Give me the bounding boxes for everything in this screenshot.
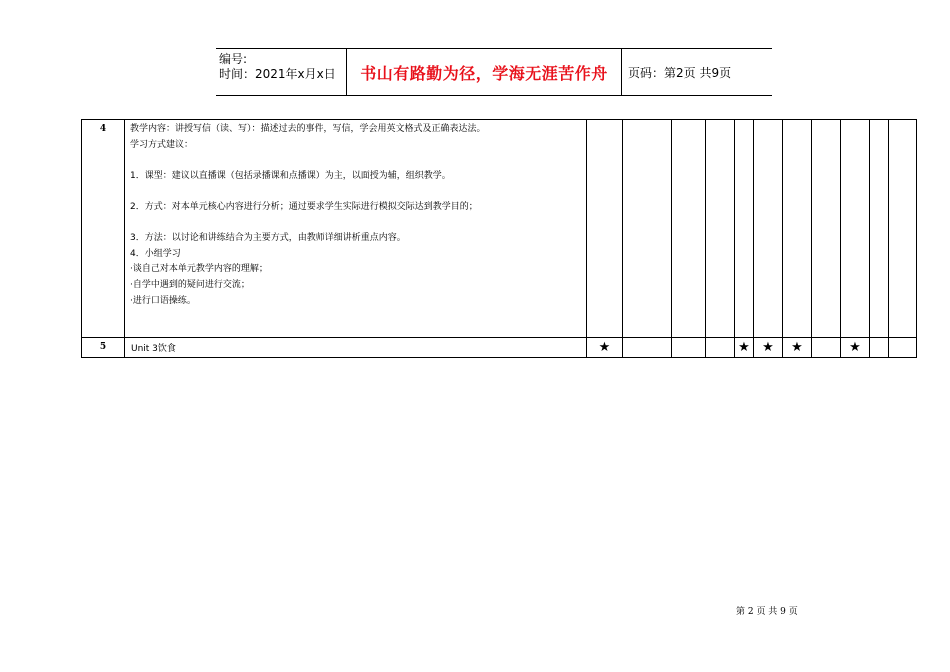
content-gap xyxy=(130,184,586,200)
time-label: 时间：2021年x月x日 xyxy=(219,67,336,81)
page-header xyxy=(216,48,772,96)
header-meta xyxy=(216,49,347,95)
content-line: ·谈自己对本单元教学内容的理解； xyxy=(130,264,268,275)
row-number: 5 xyxy=(82,338,125,358)
table-row xyxy=(82,120,917,338)
mark-cell: ★ xyxy=(783,338,812,358)
mark-cell xyxy=(587,120,623,338)
mark-cell xyxy=(735,120,754,338)
content-line: 2．方式：对本单元核心内容进行分析；通过要求学生实际进行模拟交际达到教学目的； xyxy=(130,201,478,212)
content-line: 学习方式建议： xyxy=(130,139,194,150)
content-line: 4．小组学习 xyxy=(130,248,181,259)
content-gap xyxy=(130,216,586,232)
content-line: ·进行口语操练。 xyxy=(130,295,196,306)
row-content xyxy=(125,120,587,338)
content-line: 教学内容：讲授写信（读、写）：描述过去的事件，写信，学会用英文格式及正确表达法。 xyxy=(130,124,486,134)
mark-cell xyxy=(870,120,889,338)
mark-cell xyxy=(812,338,841,358)
mark-cell xyxy=(623,120,672,338)
mark-cell xyxy=(841,120,870,338)
content-line: 3．方法：以讨论和讲练结合为主要方式，由教师详细讲析重点内容。 xyxy=(130,233,406,244)
mark-cell xyxy=(889,120,917,338)
page-footer: 第 2 页 共 9 页 xyxy=(736,607,798,617)
mark-cell xyxy=(623,338,672,358)
serial-label: 编号: xyxy=(219,52,248,66)
content-gap xyxy=(130,153,586,169)
mark-cell xyxy=(754,120,783,338)
course-table xyxy=(81,119,917,358)
mark-cell: ★ xyxy=(735,338,754,358)
mark-cell xyxy=(889,338,917,358)
mark-cell xyxy=(706,338,735,358)
mark-cell: ★ xyxy=(587,338,623,358)
mark-cell xyxy=(672,338,706,358)
mark-cell xyxy=(812,120,841,338)
mark-cell xyxy=(706,120,735,338)
row-number: 4 xyxy=(82,120,125,338)
mark-cell xyxy=(870,338,889,358)
header-page-info: 页码：第2页 共9页 xyxy=(628,65,732,80)
mark-cell: ★ xyxy=(841,338,870,358)
content-line: 1．课型：建议以直播课（包括录播课和点播课）为主，以面授为辅，组织教学。 xyxy=(130,170,451,181)
table-row xyxy=(82,338,917,358)
mark-cell xyxy=(672,120,706,338)
header-motto: 书山有路勤为径，学海无涯苦作舟 xyxy=(347,49,622,95)
mark-cell xyxy=(783,120,812,338)
mark-cell: ★ xyxy=(754,338,783,358)
row-unit-title: Unit 3饮食 xyxy=(125,338,587,358)
content-line: ·自学中遇到的疑问进行交流； xyxy=(130,279,250,290)
